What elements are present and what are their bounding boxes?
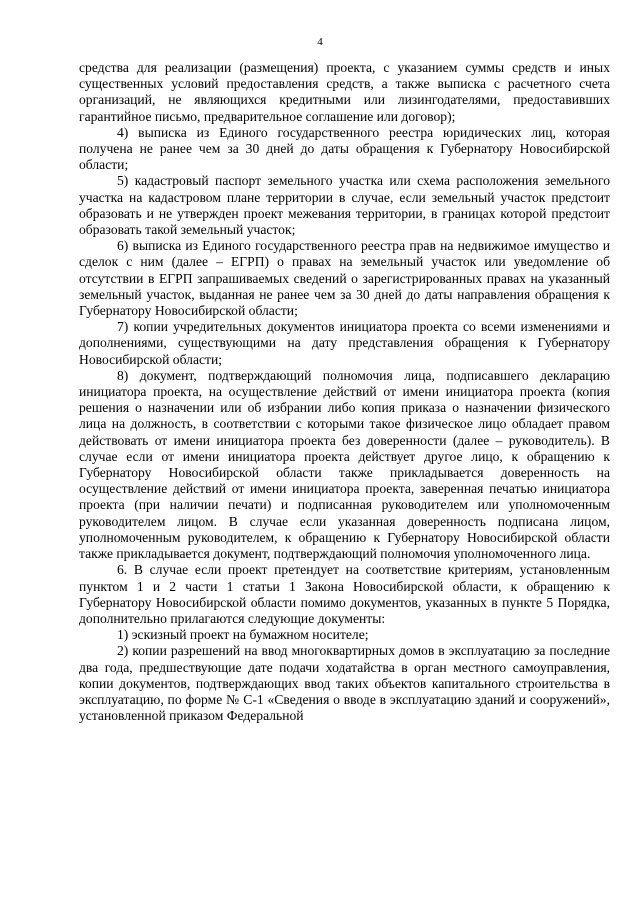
paragraph-item-5: 5) кадастровый паспорт земельного участка или схема расположения земельного участка на кадастровом плане территории в случае, если земельный участок предстоит образовать и не утвержден проект межевания территории, в границах которой предстоит образовать такой земельный участок; bbox=[79, 173, 610, 238]
paragraph-item-4: 4) выписка из Единого государственного реестра юридических лиц, которая получена не ранее чем за 30 дней до даты обращения к Губернатору Новосибирской области; bbox=[79, 124, 610, 173]
paragraph-subitem-2: 2) копии разрешений на ввод многоквартирных домов в эксплуатацию за последние два года, предшествующие дате подачи ходатайства в орган местного самоуправления, копии документов, подтверждающих ввод таких объектов капитального строительства в эксплуатацию, по форме № С-1 «Сведения о вводе в эксплуатацию зданий и сооружений», установленной приказом Федеральной bbox=[79, 643, 610, 724]
paragraph-subitem-1: 1) эскизный проект на бумажном носителе; bbox=[117, 627, 369, 643]
paragraph-item-6: 6) выписка из Единого государственного реестра прав на недвижимое имущество и сделок с ним (далее – ЕГРП) о правах на земельный участок или уведомление об отсутствии в ЕГРП запрашиваемых сведений о зарегистрированных правах на указанный земельный участок, выданная не ранее чем за 30 дней до даты направления обращения к Губернатору Новосибирской области; bbox=[79, 238, 610, 319]
page-number: 4 bbox=[317, 36, 323, 48]
paragraph-continuation: средства для реализации (размещения) проекта, с указанием суммы средств и иных существенных условий предоставления средств, а также выписка с расчетного счета организаций, не являющихся кредитными или лизингодателями, предоставивших гарантийное письмо, предварительное соглашение или договор); bbox=[79, 60, 610, 124]
paragraph-item-8: 8) документ, подтверждающий полномочия лица, подписавшего декларацию инициатора проекта, на осуществление действий от имени инициатора проекта (копия решения о назначении или об избрании либо копия приказа о назначении физического лица на должность, в соответствии с которыми такое физическое лицо обладает правом действовать от имени инициатора проекта без доверенности (далее – руководитель). В случае если от имени инициатора проекта действует другое лицо, к обращению к Губернатору Новосибирской области также прикладывается доверенность на осуществление действий от имени инициатора проекта, заверенная печатью инициатора проекта (при наличии печати) и подписанная руководителем или уполномоченным руководителем лицом. В случае если указанная доверенность подписана лицом, уполномоченным руководителем, к обращению к Губернатору Новосибирской области также прикладывается документ, подтверждающий полномочия уполномоченного лица. bbox=[79, 367, 610, 562]
paragraph-item-7: 7) копии учредительных документов инициатора проекта со всеми изменениями и дополнениями, существующими на дату представления обращения к Губернатору Новосибирской области; bbox=[79, 319, 610, 367]
document-body bbox=[79, 60, 610, 724]
paragraph-section-6: 6. В случае если проект претендует на соответствие критериям, установленным пунктом 1 и 2 части 1 статьи 1 Закона Новосибирской области, к обращению к Губернатору Новосибирской области помимо документов, указанных в пункте 5 Порядка, дополнительно прилагаются следующие документы: bbox=[79, 562, 610, 626]
